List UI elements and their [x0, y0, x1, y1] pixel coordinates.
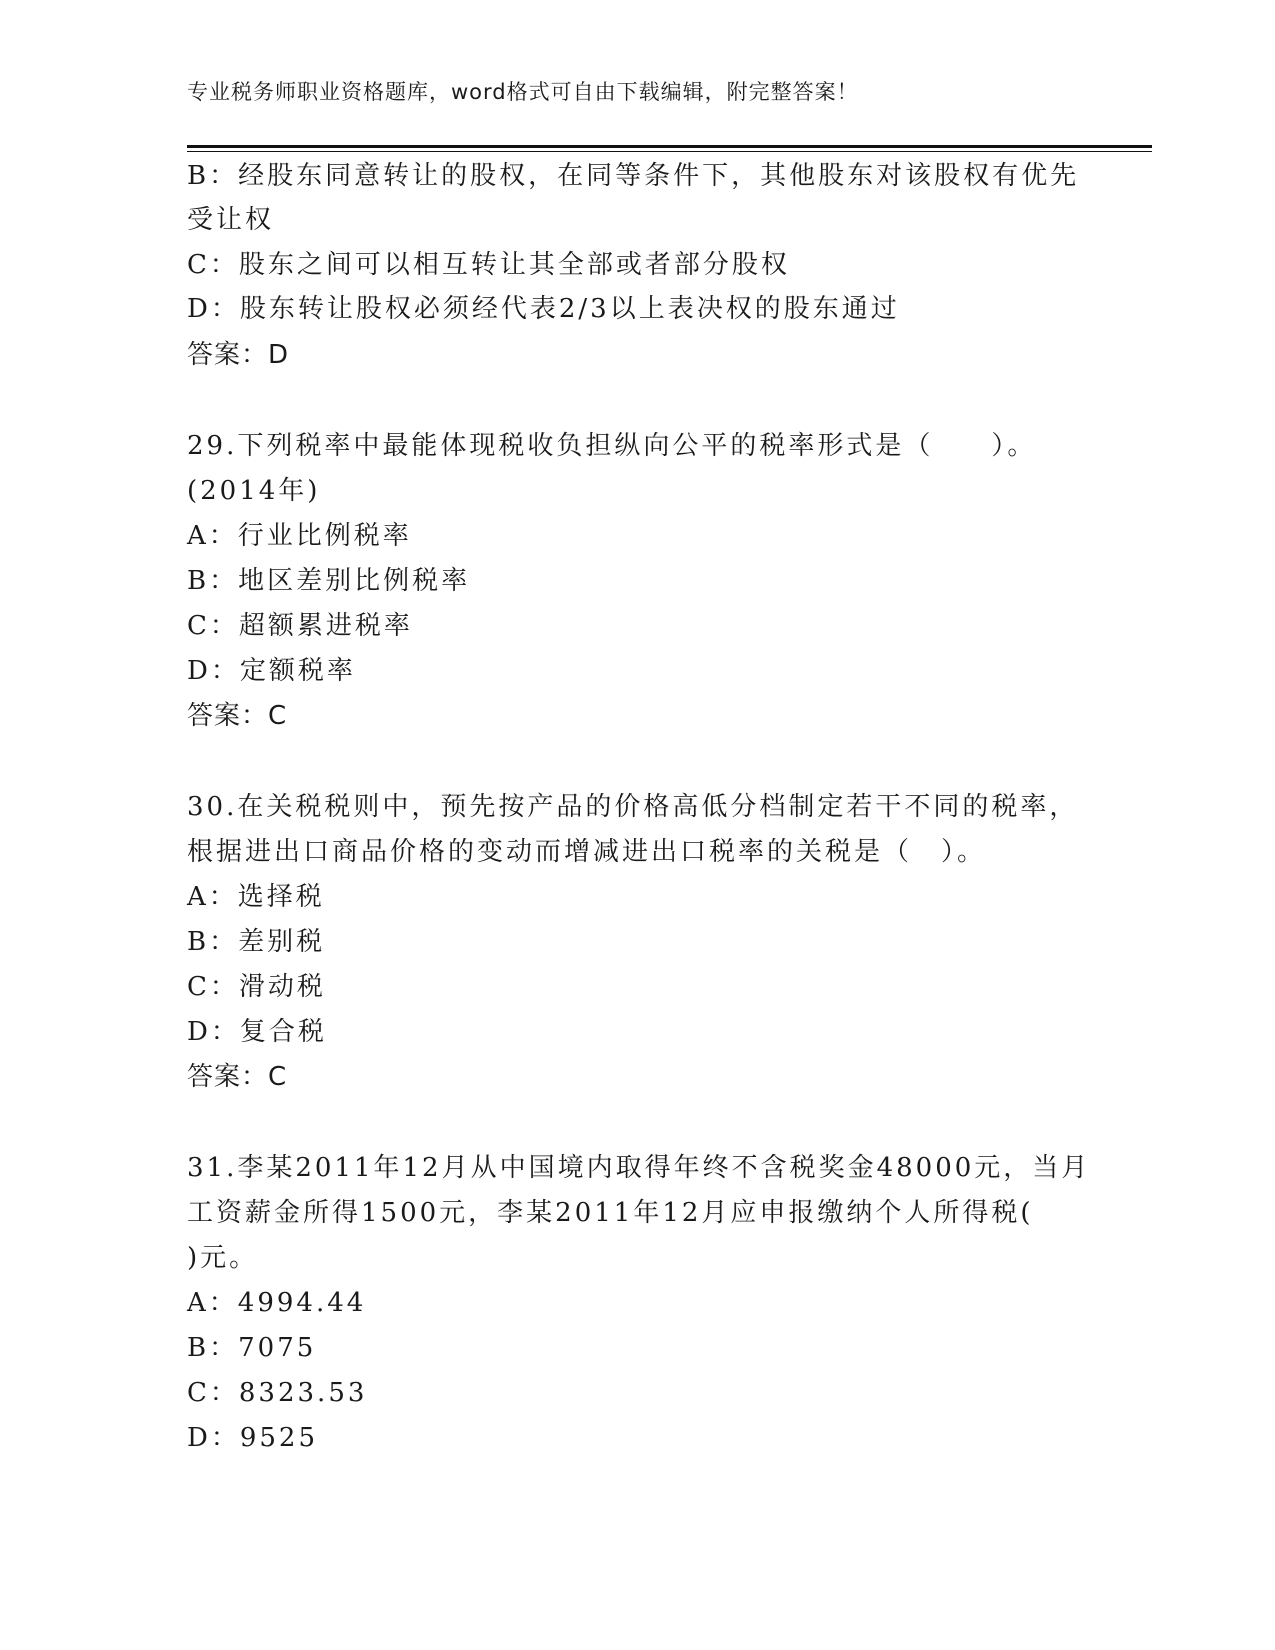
- q31-option-a: A：4994.44: [187, 1288, 367, 1318]
- q31-option-d: D：9525: [187, 1423, 319, 1453]
- q31-stem-line3: )元。: [187, 1243, 259, 1273]
- q29-option-c: C：超额累进税率: [187, 611, 413, 641]
- q31-stem-line1: 31.李某2011年12月从中国境内取得年终不含税奖金48000元，当月: [187, 1153, 1091, 1183]
- q29-option-a: A：行业比例税率: [187, 521, 412, 551]
- q29-stem-line1: 29.下列税率中最能体现税收负担纵向公平的税率形式是（ ）。: [187, 431, 1037, 461]
- q31-option-c: C：8323.53: [187, 1378, 368, 1408]
- q29-stem-line2: (2014年): [187, 476, 321, 506]
- q30-answer: 答案：C: [187, 1062, 288, 1092]
- q30-stem-line1: 30.在关税税则中，预先按产品的价格高低分档制定若干不同的税率，: [187, 792, 1079, 822]
- q30-option-d: D：复合税: [187, 1017, 327, 1047]
- q28-option-b-line2: 受让权: [187, 205, 275, 235]
- header-divider-thin: [187, 151, 1152, 152]
- q30-stem-line2: 根据进出口商品价格的变动而增减进出口税率的关税是（ ）。: [187, 837, 987, 867]
- q30-option-a: A：选择税: [187, 882, 325, 912]
- header-divider-thick: [187, 145, 1152, 148]
- q29-option-b: B：地区差别比例税率: [187, 566, 471, 596]
- q30-option-c: C：滑动税: [187, 972, 326, 1002]
- q28-option-c: C：股东之间可以相互转让其全部或者部分股权: [187, 250, 790, 280]
- q31-option-b: B：7075: [187, 1333, 317, 1363]
- page-header: 专业税务师职业资格题库，word格式可自由下载编辑，附完整答案！: [187, 80, 859, 104]
- q28-answer: 答案：D: [187, 340, 290, 370]
- q30-option-b: B：差别税: [187, 927, 326, 957]
- q31-stem-line2: 工资薪金所得1500元，李某2011年12月应申报缴纳个人所得税(: [187, 1198, 1034, 1228]
- q28-option-d: D：股东转让股权必须经代表2/3以上表决权的股东通过: [187, 294, 900, 324]
- q28-option-b-line1: B：经股东同意转让的股权，在同等条件下，其他股东对该股权有优先: [187, 161, 1080, 191]
- q29-answer: 答案：C: [187, 701, 288, 731]
- q29-option-d: D：定额税率: [187, 656, 356, 686]
